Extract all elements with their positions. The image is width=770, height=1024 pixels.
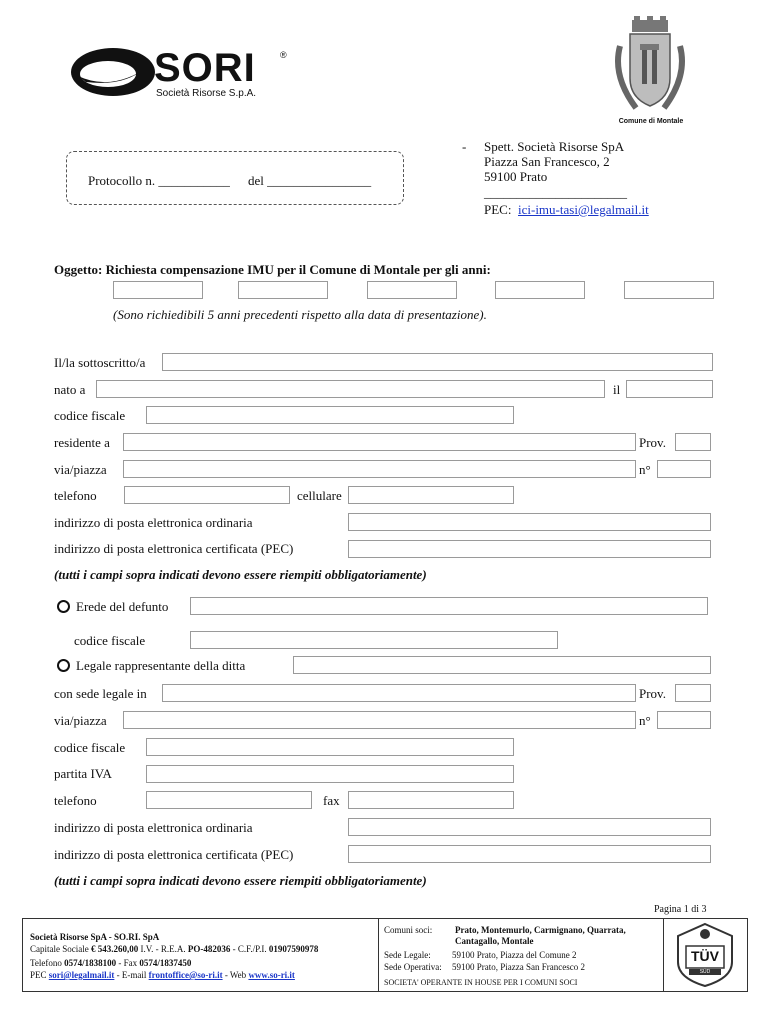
- crest-emblem-icon: [606, 16, 696, 116]
- phone-label: telefono: [54, 488, 97, 503]
- page-number: Pagina 1 di 3: [654, 904, 707, 915]
- footer-web-link[interactable]: www.so-ri.it: [248, 970, 295, 980]
- recipient-line2: Piazza San Francesco, 2: [484, 154, 610, 169]
- born-at-input[interactable]: [96, 380, 605, 398]
- company-tax-code-input[interactable]: [146, 738, 514, 756]
- crest-caption: Comune di Montale: [618, 118, 684, 125]
- municipality-crest: [606, 16, 696, 130]
- born-at-label: nato a: [54, 382, 86, 397]
- tax-code-input[interactable]: [146, 406, 514, 424]
- resident-label: residente a: [54, 435, 110, 450]
- company-phone-input[interactable]: [146, 791, 312, 809]
- pec-label: indirizzo di posta elettronica certificata (PEC): [54, 541, 294, 556]
- footer-members-label: Comuni soci:: [384, 925, 433, 935]
- heir-tax-code-label: codice fiscale: [74, 633, 146, 648]
- company-mandatory-note: (tutti i campi sopra indicati devono essere riempiti obbligatoriamente): [54, 873, 427, 888]
- vat-label: partita IVA: [54, 766, 112, 781]
- heir-label: Erede del defunto: [76, 599, 169, 614]
- year-input-2[interactable]: [238, 281, 328, 299]
- company-label: Legale rappresentante della ditta: [76, 658, 246, 673]
- company-province-input[interactable]: [675, 684, 711, 702]
- phone-input[interactable]: [124, 486, 290, 504]
- company-pec-input[interactable]: [348, 845, 711, 863]
- logo-registered: ®: [280, 50, 287, 60]
- mobile-input[interactable]: [348, 486, 514, 504]
- recipient-dash: -: [462, 139, 467, 154]
- mandatory-note: (tutti i campi sopra indicati devono essere riempiti obbligatoriamente): [54, 567, 427, 582]
- vat-input[interactable]: [146, 765, 514, 783]
- mobile-label: cellulare: [297, 488, 342, 503]
- recipient-pec-label: PEC:: [484, 202, 512, 217]
- footer-in-house: SOCIETA' OPERANTE IN HOUSE PER I COMUNI SOCI: [384, 978, 578, 987]
- street-number-input[interactable]: [657, 460, 711, 478]
- street-input[interactable]: [123, 460, 636, 478]
- footer-contact-line: PEC sori@legalmail.it - E-mail frontoffice@so-ri.it - Web www.so-ri.it: [30, 970, 295, 980]
- company-email-label: indirizzo di posta elettronica ordinaria: [54, 820, 253, 835]
- province-label: Prov.: [639, 435, 666, 450]
- company-tax-code-label: codice fiscale: [54, 740, 126, 755]
- recipient-line1: Spett. Società Risorse SpA: [484, 139, 625, 154]
- heir-tax-code-input[interactable]: [190, 631, 558, 649]
- company-street-number-input[interactable]: [657, 711, 711, 729]
- footer-company-line: Società Risorse SpA - SO.RI. SpA: [30, 932, 160, 942]
- footer-divider-2: [663, 918, 664, 992]
- resident-input[interactable]: [123, 433, 636, 451]
- footer-capital-line: Capitale Sociale € 543.260,00 I.V. - R.E.A. PO-482036 - C.F./P.I. 01907590978: [30, 944, 319, 954]
- tuv-sub: SÜD: [699, 969, 711, 975]
- company-pec-label: indirizzo di posta elettronica certificata (PEC): [54, 847, 294, 862]
- footer-op-office: 59100 Prato, Piazza San Francesco 2: [452, 962, 585, 972]
- footer-divider-1: [378, 918, 379, 992]
- company-street-input[interactable]: [123, 711, 636, 729]
- logo-brand: SORI: [154, 46, 256, 90]
- footer-members-line2: Cantagallo, Montale: [455, 936, 534, 946]
- protocol-number-label: Protocollo n. ___________: [88, 173, 230, 188]
- heir-input[interactable]: [190, 597, 708, 615]
- recipient-line3: 59100 Prato: [484, 169, 548, 184]
- street-number-label: n°: [639, 462, 651, 477]
- protocol-date-label: del ________________: [248, 173, 372, 188]
- company-email-input[interactable]: [348, 818, 711, 836]
- footer-members-line1: Prato, Montemurlo, Carmignano, Quarrata,: [455, 925, 626, 935]
- footer-pec-link[interactable]: sori@legalmail.it: [48, 970, 115, 980]
- tax-code-label: codice fiscale: [54, 408, 126, 423]
- year-input-5[interactable]: [624, 281, 714, 299]
- company-street-number-label: n°: [639, 713, 651, 728]
- heir-radio[interactable]: [57, 600, 70, 613]
- year-input-4[interactable]: [495, 281, 585, 299]
- company-radio[interactable]: [57, 659, 70, 672]
- tuv-mark: TÜV: [691, 948, 719, 964]
- registered-office-input[interactable]: [162, 684, 636, 702]
- subject-note: (Sono richiedibili 5 anni precedenti rispetto alla data di presentazione).: [113, 307, 487, 322]
- tuv-certification-icon: [672, 922, 738, 988]
- footer-legal-office-label: Sede Legale:: [384, 950, 431, 960]
- province-input[interactable]: [675, 433, 711, 451]
- undersigned-input[interactable]: [162, 353, 713, 371]
- company-phone-label: telefono: [54, 793, 97, 808]
- footer-op-office-label: Sede Operativa:: [384, 962, 442, 972]
- logo-tagline: Società Risorse S.p.A.: [156, 88, 257, 99]
- recipient-pec-link[interactable]: ici-imu-tasi@legalmail.it: [518, 202, 649, 217]
- company-province-label: Prov.: [639, 686, 666, 701]
- company-street-label: via/piazza: [54, 713, 107, 728]
- email-label: indirizzo di posta elettronica ordinaria: [54, 515, 253, 530]
- born-on-label: il: [613, 382, 621, 397]
- pec-input[interactable]: [348, 540, 711, 558]
- recipient-separator: ______________________: [484, 185, 627, 200]
- footer-phone-line: Telefono 0574/1838100 - Fax 0574/1837450: [30, 958, 192, 968]
- year-input-3[interactable]: [367, 281, 457, 299]
- fax-label: fax: [323, 793, 340, 808]
- year-input-1[interactable]: [113, 281, 203, 299]
- sori-swirl-icon: [68, 42, 158, 102]
- footer-legal-office: 59100 Prato, Piazza del Comune 2: [452, 950, 577, 960]
- footer-email-link[interactable]: frontoffice@so-ri.it: [148, 970, 223, 980]
- street-label: via/piazza: [54, 462, 107, 477]
- undersigned-label: Il/la sottoscritto/a: [54, 355, 146, 370]
- fax-input[interactable]: [348, 791, 514, 809]
- subject-title: Oggetto: Richiesta compensazione IMU per il Comune di Montale per gli anni:: [54, 262, 491, 277]
- registered-office-label: con sede legale in: [54, 686, 147, 701]
- sori-logo: [68, 42, 298, 104]
- email-input[interactable]: [348, 513, 711, 531]
- company-input[interactable]: [293, 656, 711, 674]
- born-on-input[interactable]: [626, 380, 713, 398]
